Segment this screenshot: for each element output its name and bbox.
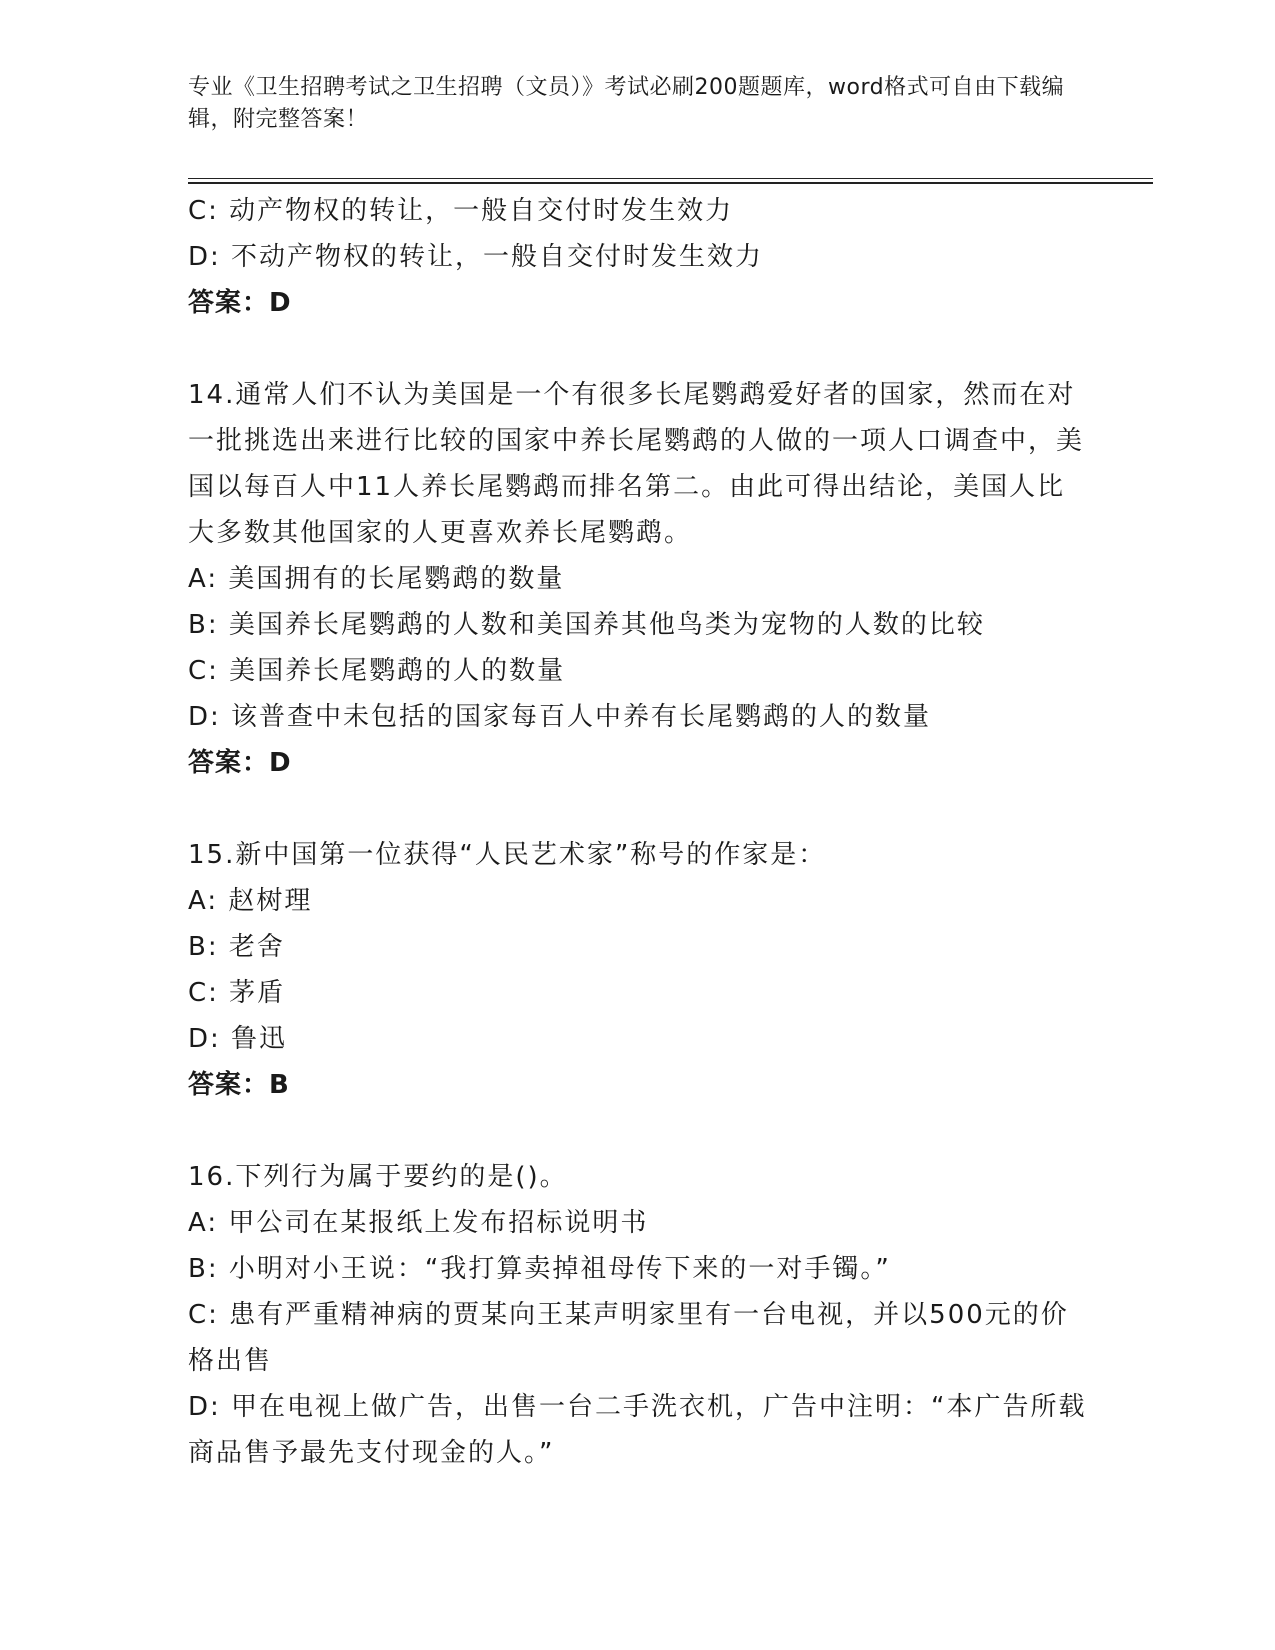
option-a: A: 甲公司在某报纸上发布招标说明书 — [188, 1208, 649, 1238]
question-list — [188, 188, 1088, 1476]
option-d: D: 甲在电视上做广告，出售一台二手洗衣机，广告中注明：“本广告所载商品售予最先支付现金的人。” — [188, 1392, 1087, 1468]
option-b: B: 小明对小王说：“我打算卖掉祖母传下来的一对手镯。” — [188, 1254, 891, 1284]
option-d: D: 鲁迅 — [188, 1024, 288, 1054]
option-a: A: 赵树理 — [188, 886, 313, 916]
answer-line: 答案：D — [188, 288, 292, 318]
option-d: D: 该普查中未包括的国家每百人中养有长尾鹦鹉的人的数量 — [188, 702, 932, 732]
answer-line: 答案：B — [188, 1070, 290, 1100]
option-b: B: 老舍 — [188, 932, 285, 962]
option-c: C: 患有严重精神病的贾某向王某声明家里有一台电视，并以500元的价格出售 — [188, 1300, 1069, 1376]
header-divider-thin — [188, 178, 1153, 179]
option-c: C: 美国养长尾鹦鹉的人的数量 — [188, 656, 566, 686]
question-stem: 15.新中国第一位获得“人民艺术家”称号的作家是： — [188, 840, 827, 870]
answer-line: 答案：D — [188, 748, 292, 778]
question-13-continued — [188, 188, 1088, 326]
header-divider-thick — [188, 182, 1153, 184]
question-stem: 14.通常人们不认为美国是一个有很多长尾鹦鹉爱好者的国家，然而在对一批挑选出来进行比较的国家中养长尾鹦鹉的人做的一项人口调查中，美国以每百人中11人养长尾鹦鹉而排名第二。由此可得出结论，美国人比大多数其他国家的人更喜欢养长尾鹦鹉。 — [188, 380, 1085, 548]
question-14 — [188, 372, 1088, 786]
option-b: B: 美国养长尾鹦鹉的人数和美国养其他鸟类为宠物的人数的比较 — [188, 610, 985, 640]
document-header: 专业《卫生招聘考试之卫生招聘（文员）》考试必刷200题题库，word格式可自由下载编辑，附完整答案！ — [188, 75, 1065, 132]
option-d: D: 不动产物权的转让，一般自交付时发生效力 — [188, 242, 764, 272]
question-16 — [188, 1154, 1088, 1476]
question-15 — [188, 832, 1088, 1108]
question-stem: 16.下列行为属于要约的是()。 — [188, 1162, 568, 1192]
option-c: C: 茅盾 — [188, 978, 286, 1008]
option-a: A: 美国拥有的长尾鹦鹉的数量 — [188, 564, 565, 594]
option-c: C: 动产物权的转让，一般自交付时发生效力 — [188, 196, 734, 226]
